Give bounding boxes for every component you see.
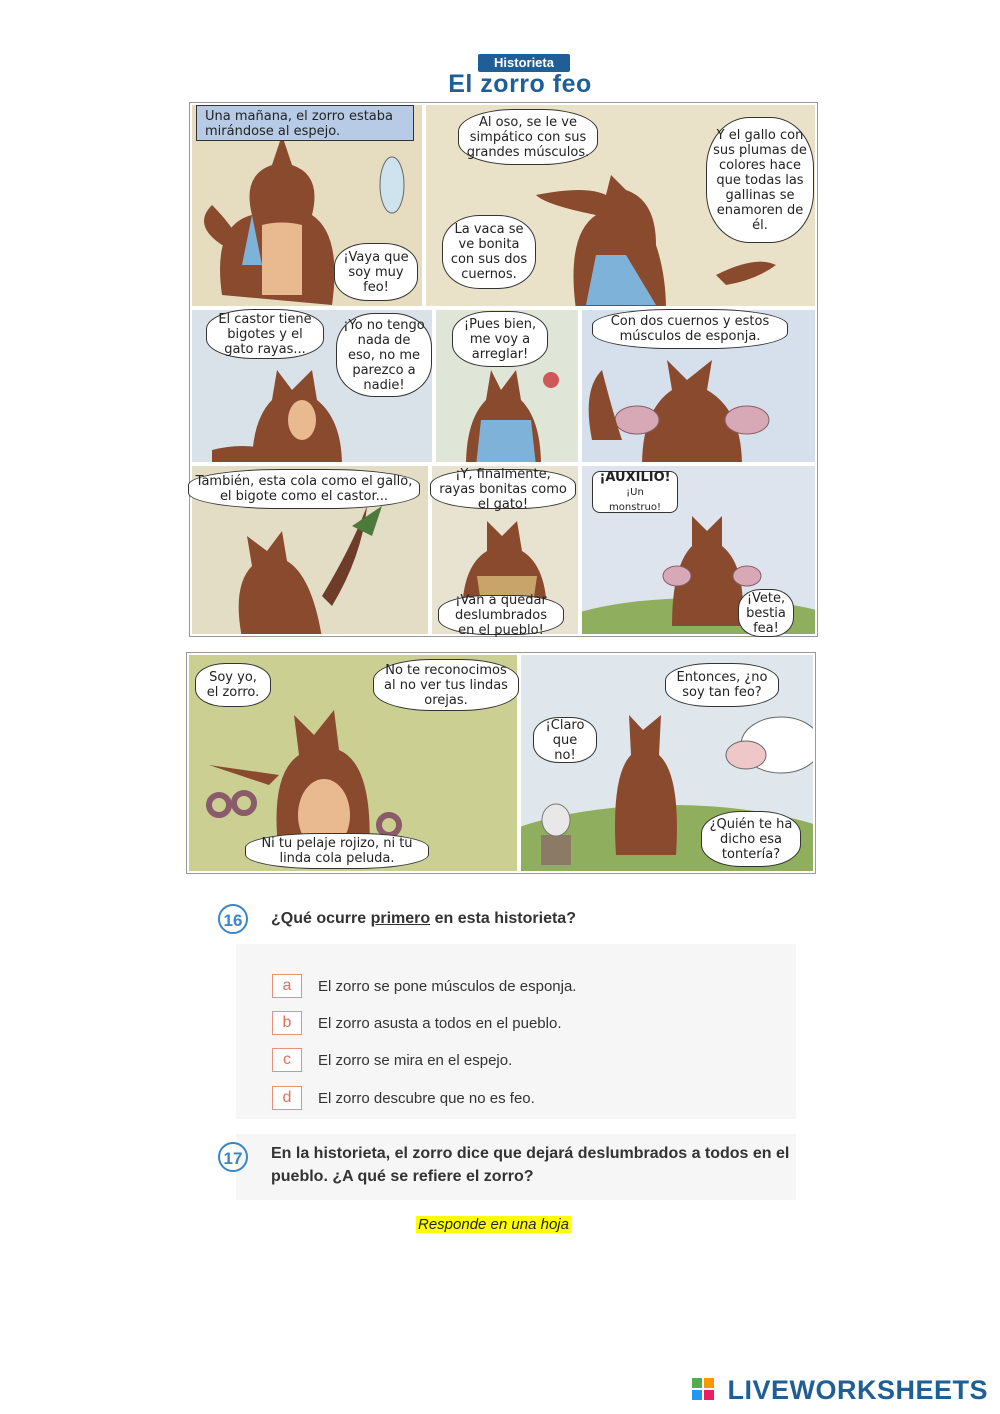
speech-bubble: Ni tu pelaje rojizo, ni tu linda cola peluda.	[245, 833, 429, 869]
option-a-text[interactable]: El zorro se pone músculos de esponja.	[318, 978, 577, 995]
speech-bubble: ¡Van a quedar deslumbrados en el pueblo!	[438, 595, 564, 635]
speech-bubble: ¿Quién te ha dicho esa tontería?	[701, 811, 801, 867]
speech-bubble: Con dos cuernos y estos músculos de esponja.	[592, 309, 788, 349]
question-16-emphasis: primero	[370, 910, 431, 927]
page-title: El zorro feo	[448, 70, 592, 98]
speech-bubble: No te reconocimos al no ver tus lindas orejas.	[373, 659, 519, 711]
question-16-number: 16	[218, 904, 248, 934]
historieta-tag: Historieta	[478, 54, 570, 72]
speech-bubble: Soy yo, el zorro.	[195, 663, 271, 707]
shout-bubble	[592, 471, 678, 513]
speech-bubble: Al oso, se le ve simpático con sus grandes músculos.	[458, 109, 598, 165]
question-17-number: 17	[218, 1142, 248, 1172]
speech-bubble: ¡Pues bien, me voy a arreglar!	[452, 311, 548, 367]
option-c-text[interactable]: El zorro se mira en el espejo.	[318, 1052, 513, 1069]
speech-bubble: Y el gallo con sus plumas de colores hace que todas las gallinas se enamoren de él.	[706, 117, 814, 243]
speech-bubble: El castor tiene bigotes y el gato rayas...	[206, 309, 324, 359]
speech-bubble: ¡Y, finalmente, rayas bonitas como el gato!	[430, 469, 576, 509]
liveworksheets-brand: LIVEWORKSHEETS	[727, 1375, 988, 1405]
question-16-text	[271, 910, 576, 928]
speech-bubble: La vaca se ve bonita con sus dos cuernos.	[442, 215, 536, 289]
option-d-letter[interactable]: d	[272, 1086, 302, 1110]
speech-bubble: ¡Yo no tengo nada de eso, no me parezco a nadie!	[336, 313, 432, 397]
option-d-text[interactable]: El zorro descubre que no es feo.	[318, 1090, 535, 1107]
liveworksheets-logo-icon	[692, 1378, 714, 1400]
speech-bubble: ¡Vete, bestia fea!	[738, 589, 794, 637]
question-17-line-1: En la historieta, el zorro dice que dejará deslumbrados a todos en el	[271, 1145, 790, 1162]
speech-bubble: ¡Claro que no!	[533, 717, 597, 763]
question-17-line-2: pueblo. ¿A qué se refiere el zorro?	[271, 1168, 534, 1185]
question-16-prefix: ¿Qué ocurre	[271, 910, 371, 927]
comic-strip-bottom	[186, 652, 816, 874]
option-c-letter[interactable]: c	[272, 1048, 302, 1072]
shout-subtext: ¡Un monstruo!	[609, 486, 661, 513]
comic-strip-top	[189, 102, 818, 637]
option-b-letter[interactable]: b	[272, 1011, 302, 1035]
shout-text: ¡AUXILIO!	[599, 469, 671, 485]
instruction-highlight: Responde en una hoja	[418, 1216, 569, 1233]
option-a-letter[interactable]: a	[272, 974, 302, 998]
option-b-text[interactable]: El zorro asusta a todos en el pueblo.	[318, 1015, 562, 1032]
speech-bubble: Entonces, ¿no soy tan feo?	[665, 663, 779, 707]
speech-bubble: ¡Vaya que soy muy feo!	[334, 243, 418, 301]
comic-caption: Una mañana, el zorro estaba mirándose al espejo.	[196, 105, 414, 141]
question-16-suffix: en esta historieta?	[430, 910, 576, 927]
question-17-panel	[236, 1134, 796, 1200]
speech-bubble: También, esta cola como el gallo, el bigote como el castor...	[188, 469, 420, 509]
